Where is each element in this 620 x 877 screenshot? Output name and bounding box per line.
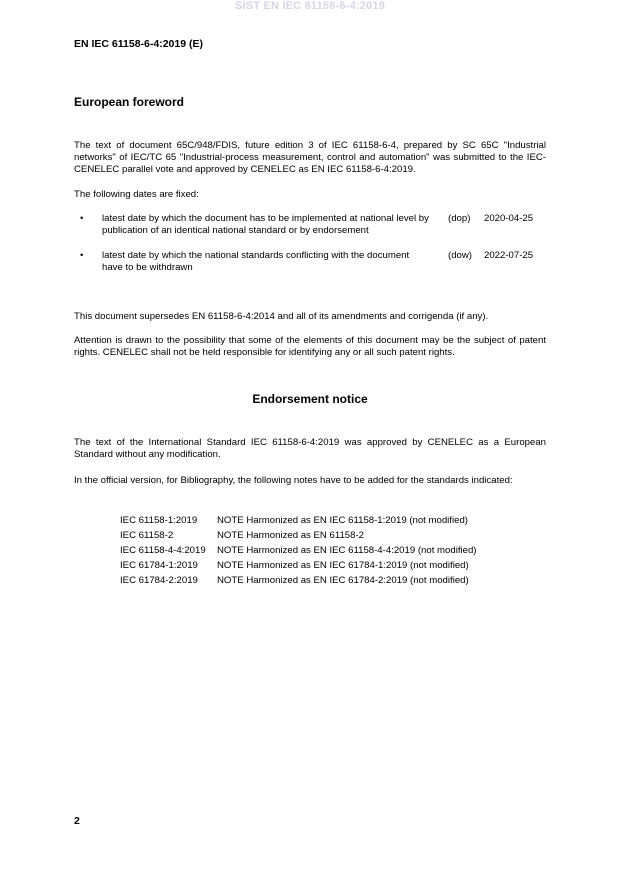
note-standard: IEC 61158-2 — [120, 530, 174, 541]
date-item-text: latest date by which the national standards conflicting with the document have to be withdrawn — [102, 250, 410, 273]
date-item-date: 2022-07-25 — [484, 250, 534, 261]
european-foreword-heading: European foreword — [74, 95, 185, 109]
note-row — [120, 543, 540, 558]
foreword-paragraph-4: Attention is drawn to the possibility that some of the elements of this document may be the subject of patent rights. CENELEC shall not be held responsible for identifying any or all such patent rights. — [74, 335, 546, 358]
date-item-code: (dop) — [448, 213, 471, 224]
note-text: NOTE Harmonized as EN IEC 61784-2:2019 (not modified) — [217, 575, 469, 586]
foreword-paragraph-3: This document supersedes EN 61158-6-4:2014 and all of its amendments and corrigenda (if any). — [74, 311, 489, 322]
note-standard: IEC 61158-4-4:2019 — [120, 545, 206, 556]
bullet-icon: • — [80, 250, 84, 261]
endorsement-notice-heading: Endorsement notice — [252, 392, 368, 406]
date-item-text: latest date by which the document has to be implemented at national level by publication of an identical national standard or by endorsement — [102, 213, 429, 236]
note-row — [120, 513, 540, 528]
note-text: NOTE Harmonized as EN 61158-2 — [217, 530, 364, 541]
bibliography-notes-list — [120, 513, 540, 588]
endorsement-paragraph-2: In the official version, for Bibliography, the following notes have to be added for the standards indicated: — [74, 475, 513, 486]
note-text: NOTE Harmonized as EN IEC 61784-1:2019 (not modified) — [217, 560, 469, 571]
endorsement-paragraph-1: The text of the International Standard IEC 61158-6-4:2019 was approved by CENELEC as a European Standard without any modification. — [74, 437, 546, 460]
note-row — [120, 573, 540, 588]
note-text: NOTE Harmonized as EN IEC 61158-1:2019 (not modified) — [217, 515, 468, 526]
note-standard: IEC 61158-1:2019 — [120, 515, 198, 526]
note-row — [120, 558, 540, 573]
document-id-header: EN IEC 61158-6-4:2019 (E) — [74, 38, 203, 50]
note-standard: IEC 61784-1:2019 — [120, 560, 198, 571]
date-item-code: (dow) — [448, 250, 472, 261]
note-standard: IEC 61784-2:2019 — [120, 575, 198, 586]
date-item-date: 2020-04-25 — [484, 213, 534, 224]
watermark: SIST EN IEC 61158-6-4:2019 — [234, 0, 386, 12]
bullet-icon: • — [80, 213, 84, 224]
note-text: NOTE Harmonized as EN IEC 61158-4-4:2019 (not modified) — [217, 545, 477, 556]
foreword-paragraph-1: The text of document 65C/948/FDIS, future edition 3 of IEC 61158-6-4, prepared by SC 65C "Industrial networks" of IEC/TC 65 "Industrial-process measurement, control and automation" was submitted to the IEC-CENELEC parallel vote and approved by CENELEC as EN IEC 61158-6-4:2019. — [74, 140, 546, 175]
foreword-paragraph-2: The following dates are fixed: — [74, 189, 199, 200]
note-row — [120, 528, 540, 543]
page-number: 2 — [74, 815, 80, 827]
